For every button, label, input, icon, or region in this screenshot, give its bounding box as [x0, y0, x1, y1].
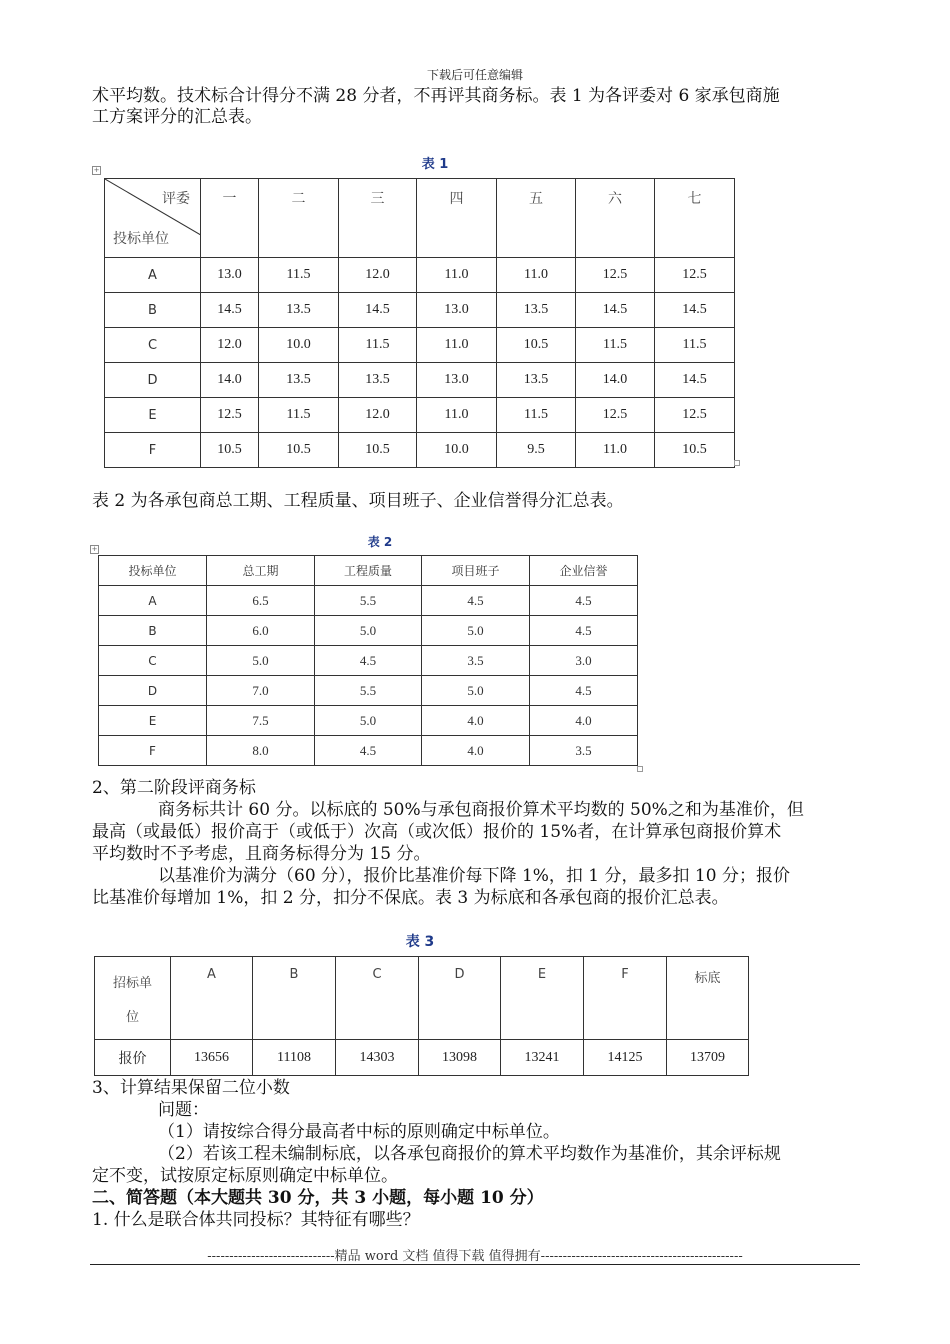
table2-cell: 5.5 — [315, 676, 422, 706]
table3-cell: 13709 — [667, 1040, 749, 1076]
table1-col-header: 六 — [576, 179, 655, 258]
table2-cell: 4.5 — [315, 646, 422, 676]
table2-row — [99, 616, 638, 646]
table2-row-label: F — [99, 736, 207, 766]
table1-col-header: 五 — [497, 179, 576, 258]
table3-cell: 13241 — [501, 1040, 584, 1076]
table3-caption: 表 3 — [405, 934, 435, 950]
table1-header-row — [105, 179, 735, 258]
table3-header-row — [95, 957, 749, 1040]
table1-row-label: F — [105, 433, 201, 468]
table2-row-label: E — [99, 706, 207, 736]
table1-cell: 9.5 — [497, 433, 576, 468]
table1-corner-top-label: 评委 — [162, 191, 190, 207]
table2-row — [99, 676, 638, 706]
table1 — [104, 178, 735, 468]
table2-cell: 4.5 — [422, 586, 530, 616]
table1-col-header: 七 — [655, 179, 735, 258]
table2-cell: 4.5 — [315, 736, 422, 766]
table1-row — [105, 433, 735, 468]
table1-cell: 14.5 — [655, 363, 735, 398]
table2-cell: 5.0 — [422, 676, 530, 706]
table1-row-label: B — [105, 293, 201, 328]
table3-cell: 13098 — [419, 1040, 501, 1076]
table2-col-header: 总工期 — [207, 556, 315, 586]
table1-row-label: E — [105, 398, 201, 433]
table3-cell: 14125 — [584, 1040, 667, 1076]
table2-row — [99, 706, 638, 736]
table1-cell: 10.5 — [655, 433, 735, 468]
table2-cell: 5.0 — [207, 646, 315, 676]
section2-question-1: 1. 什么是联合体共同投标？其特征有哪些？ — [92, 1210, 420, 1230]
table3-cell: 14303 — [336, 1040, 419, 1076]
table1-row — [105, 258, 735, 293]
table3 — [94, 956, 749, 1076]
table3-corner-cell — [95, 957, 171, 1040]
stage2-para1-line1: 商务标共计 60 分。以标底的 50%与承包商报价算术平均数的 50%之和为基准价，但 — [158, 800, 804, 820]
table2-resize-handle[interactable] — [637, 766, 643, 772]
table2-cell: 4.5 — [530, 676, 638, 706]
table2-row-label: A — [99, 586, 207, 616]
table1-cell: 11.0 — [417, 328, 497, 363]
table1-row-label: A — [105, 258, 201, 293]
table3-cell: 13656 — [171, 1040, 253, 1076]
table2-row — [99, 646, 638, 676]
table2-row-label: C — [99, 646, 207, 676]
table1-cell: 13.5 — [339, 363, 417, 398]
table1-cell: 14.5 — [655, 293, 735, 328]
table1-cell: 13.5 — [259, 293, 339, 328]
table2-row-label: B — [99, 616, 207, 646]
table3-col-header: F — [584, 957, 667, 1040]
table2-col-header: 工程质量 — [315, 556, 422, 586]
table2 — [98, 555, 638, 766]
table1-cell: 14.0 — [576, 363, 655, 398]
table1-col-header: 四 — [417, 179, 497, 258]
table1-corner-cell — [105, 179, 201, 258]
table3-cell: 11108 — [253, 1040, 336, 1076]
footer-text: -----------------------------精品 word 文档 值得下载 值得拥有---------------------------------------------- — [207, 1249, 743, 1264]
table1-cell: 14.5 — [201, 293, 259, 328]
table1-cell: 13.0 — [417, 293, 497, 328]
table1-row — [105, 328, 735, 363]
stage2-para2-line1: 以基准价为满分（60 分），报价比基准价每下降 1%，扣 1 分，最多扣 10 分；报价 — [158, 866, 790, 886]
table1-cell: 13.5 — [497, 293, 576, 328]
table1-cell: 10.5 — [339, 433, 417, 468]
stage2-para2-line2: 比基准价每增加 1%，扣 2 分，扣分不保底。表 3 为标底和各承包商的报价汇总表。 — [92, 888, 729, 908]
table2-header-row — [99, 556, 638, 586]
table2-cell: 4.5 — [530, 616, 638, 646]
table2-cell: 4.5 — [530, 586, 638, 616]
table2-cell: 3.5 — [422, 646, 530, 676]
table3-col-header: B — [253, 957, 336, 1040]
table1-caption: 表 1 — [421, 157, 449, 172]
table2-cell: 3.0 — [530, 646, 638, 676]
table2-cell: 5.0 — [315, 706, 422, 736]
table2-row-label: D — [99, 676, 207, 706]
table1-row-label: C — [105, 328, 201, 363]
table1-cell: 14.5 — [576, 293, 655, 328]
table2-cell: 4.0 — [422, 736, 530, 766]
table1-row — [105, 398, 735, 433]
table2-col-header: 项目班子 — [422, 556, 530, 586]
table2-row — [99, 736, 638, 766]
table3-col-header: 标底 — [667, 957, 749, 1040]
table1-cell: 12.0 — [201, 328, 259, 363]
table2-cell: 8.0 — [207, 736, 315, 766]
table2-cell: 5.5 — [315, 586, 422, 616]
table3-value-row — [95, 1040, 749, 1076]
table1-col-header: 二 — [259, 179, 339, 258]
table1-row-label: D — [105, 363, 201, 398]
table2-intro: 表 2 为各承包商总工期、工程质量、项目班子、企业信誉得分汇总表。 — [92, 491, 624, 511]
table1-cell: 11.0 — [497, 258, 576, 293]
table1-row — [105, 293, 735, 328]
table1-cell: 11.5 — [339, 328, 417, 363]
table1-cell: 11.5 — [259, 398, 339, 433]
table3-header-label-line2: 位 — [125, 1010, 139, 1025]
table3-header-label-line1: 招标单 — [112, 976, 152, 991]
table1-cell: 11.5 — [259, 258, 339, 293]
table3-col-header: C — [336, 957, 419, 1040]
table1-col-header: 三 — [339, 179, 417, 258]
table1-resize-handle[interactable] — [734, 460, 740, 466]
table3-col-header: E — [501, 957, 584, 1040]
table1-cell: 10.5 — [201, 433, 259, 468]
table1-cell: 10.0 — [259, 328, 339, 363]
section2-heading: 二、简答题（本大题共 30 分，共 3 小题，每小题 10 分） — [92, 1188, 544, 1208]
table2-cell: 6.0 — [207, 616, 315, 646]
table1-cell: 12.5 — [576, 398, 655, 433]
intro-line-2: 工方案评分的汇总表。 — [92, 107, 262, 127]
table1-col-header: 一 — [201, 179, 259, 258]
table1-cell: 14.5 — [339, 293, 417, 328]
table1-cell: 11.0 — [417, 258, 497, 293]
table2-caption: 表 2 — [367, 535, 393, 549]
table2-cell: 4.0 — [422, 706, 530, 736]
table1-cell: 13.0 — [201, 258, 259, 293]
table2-cell: 5.0 — [422, 616, 530, 646]
table1-cell: 12.0 — [339, 258, 417, 293]
table2-cell: 4.0 — [530, 706, 638, 736]
table1-cell: 11.0 — [417, 398, 497, 433]
table3-row-label: 报价 — [95, 1040, 171, 1076]
question-2-line2: 定不变，试按原定标原则确定中标单位。 — [92, 1166, 398, 1186]
footer-rule — [90, 1264, 860, 1265]
table1-cell: 12.5 — [655, 258, 735, 293]
table1-row — [105, 363, 735, 398]
table1-corner-bottom-label: 投标单位 — [113, 231, 169, 247]
table1-cell: 12.5 — [576, 258, 655, 293]
table2-col-header: 投标单位 — [99, 556, 207, 586]
table2-cell: 3.5 — [530, 736, 638, 766]
question-1: （1）请按综合得分最高者中标的原则确定中标单位。 — [158, 1122, 560, 1142]
table1-cell: 13.5 — [497, 363, 576, 398]
table2-cell: 5.0 — [315, 616, 422, 646]
table2-row — [99, 586, 638, 616]
table3-col-header: D — [419, 957, 501, 1040]
header-note: 下载后可任意编辑 — [426, 68, 523, 82]
table2-col-header: 企业信誉 — [530, 556, 638, 586]
table1-cell: 10.0 — [417, 433, 497, 468]
table1-cell: 14.0 — [201, 363, 259, 398]
table1-cell: 11.0 — [576, 433, 655, 468]
table1-move-handle-icon[interactable]: + — [93, 166, 100, 174]
stage2-para1-line3: 平均数时不予考虑，且商务标得分为 15 分。 — [92, 844, 431, 864]
stage2-para1-line2: 最高（或最低）报价高于（或低于）次高（或次低）报价的 15%者，在计算承包商报价算术 — [92, 822, 782, 842]
table2-cell: 7.5 — [207, 706, 315, 736]
table1-cell: 12.0 — [339, 398, 417, 433]
table2-cell: 6.5 — [207, 586, 315, 616]
table1-cell: 10.5 — [497, 328, 576, 363]
question-2-line1: （2）若该工程未编制标底，以各承包商报价的算术平均数作为基准价，其余评标规 — [158, 1144, 781, 1164]
table1-cell: 12.5 — [201, 398, 259, 433]
table1-cell: 12.5 — [655, 398, 735, 433]
table3-col-header: A — [171, 957, 253, 1040]
intro-line-1: 术平均数。技术标合计得分不满 28 分者，不再评其商务标。表 1 为各评委对 6 家承包商施 — [92, 86, 780, 106]
stage2-heading: 2、第二阶段评商务标 — [92, 778, 256, 798]
table1-cell: 13.0 — [417, 363, 497, 398]
table1-cell: 11.5 — [497, 398, 576, 433]
table1-cell: 13.5 — [259, 363, 339, 398]
table1-cell: 10.5 — [259, 433, 339, 468]
table2-move-handle-icon[interactable]: + — [91, 545, 98, 553]
table1-cell: 11.5 — [576, 328, 655, 363]
table2-cell: 7.0 — [207, 676, 315, 706]
question-label: 问题： — [158, 1100, 209, 1120]
stage3-heading: 3、计算结果保留二位小数 — [92, 1078, 290, 1098]
table1-cell: 11.5 — [655, 328, 735, 363]
